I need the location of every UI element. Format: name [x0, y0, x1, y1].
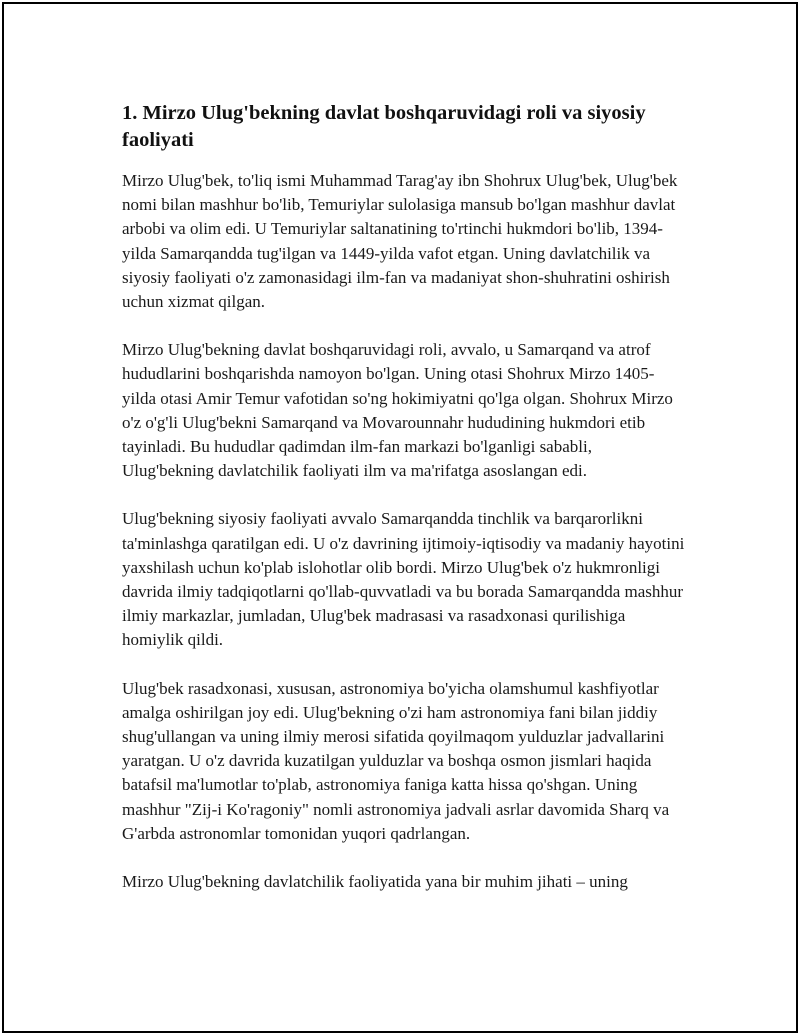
- document-body: [122, 100, 688, 894]
- paragraph-3: Ulug'bekning siyosiy faoliyati avvalo Samarqandda tinchlik va barqarorlikni ta'minlashga qaratilgan edi. U o'z davrining ijtimoiy-iqtisodiy va madaniy hayotini yaxshilash uchun ko'plab islohotlar olib bordi. Mirzo Ulug'bek o'z hukmronligi davrida ilmiy tadqiqotlarni qo'llab-quvvatladi va bu borada Samarqandda mashhur ilmiy markazlar, jumladan, Ulug'bek madrasasi va rasadxonasi qurilishiga homiylik qildi.: [122, 509, 685, 650]
- page-frame: [2, 2, 798, 1033]
- section-heading: 1. Mirzo Ulug'bekning davlat boshqaruvidagi roli va siyosiy faoliyati: [122, 102, 646, 151]
- paragraph-1: Mirzo Ulug'bek, to'liq ismi Muhammad Tarag'ay ibn Shohrux Ulug'bek, Ulug'bek nomi bilan mashhur bo'lib, Temuriylar sulolasiga mansub bo'lgan mashhur davlat arbobi va olim edi. U Temuriylar saltanatining to'rtinchi hukmdori bo'lib, 1394-yilda Samarqandda tug'ilgan va 1449-yilda vafot etgan. Uning davlatchilik va siyosiy faoliyati o'z zamonasidagi ilm-fan va madaniyat shon-shuhratini oshirish uchun xizmat qilgan.: [122, 171, 678, 312]
- paragraph-4: Ulug'bek rasadxonasi, xususan, astronomiya bo'yicha olamshumul kashfiyotlar amalga oshirilgan joy edi. Ulug'bekning o'zi ham astronomiya fani bilan jiddiy shug'ullangan va uning ilmiy merosi sifatida qoyilmaqom yulduzlar jadvallarini yaratgan. U o'z davrida kuzatilgan yulduzlar va boshqa osmon jismlari haqida batafsil ma'lumotlar to'plab, astronomiya faniga katta hissa qo'shgan. Uning mashhur "Zij-i Ko'ragoniy" nomli astronomiya jadvali asrlar davomida Sharq va G'arbda astronomlar tomonidan yuqori qadrlangan.: [122, 678, 670, 843]
- paragraph-5: Mirzo Ulug'bekning davlatchilik faoliyatida yana bir muhim jihati – uning: [122, 872, 628, 892]
- paragraph-2: Mirzo Ulug'bekning davlat boshqaruvidagi roli, avvalo, u Samarqand va atrof hududlarini boshqarishda namoyon bo'lgan. Uning otasi Shohrux Mirzo 1405-yilda otasi Amir Temur vafotidan so'ng hokimiyatni qo'lga olgan. Shohrux Mirzo o'z o'g'li Ulug'bekni Samarqand va Movarounnahr hududining hukmdori etib tayinladi. Bu hududlar qadimdan ilm-fan markazi bo'lganligi sababli, Ulug'bekning davlatchilik faoliyati ilm va ma'rifatga asoslangan edi.: [122, 340, 673, 481]
